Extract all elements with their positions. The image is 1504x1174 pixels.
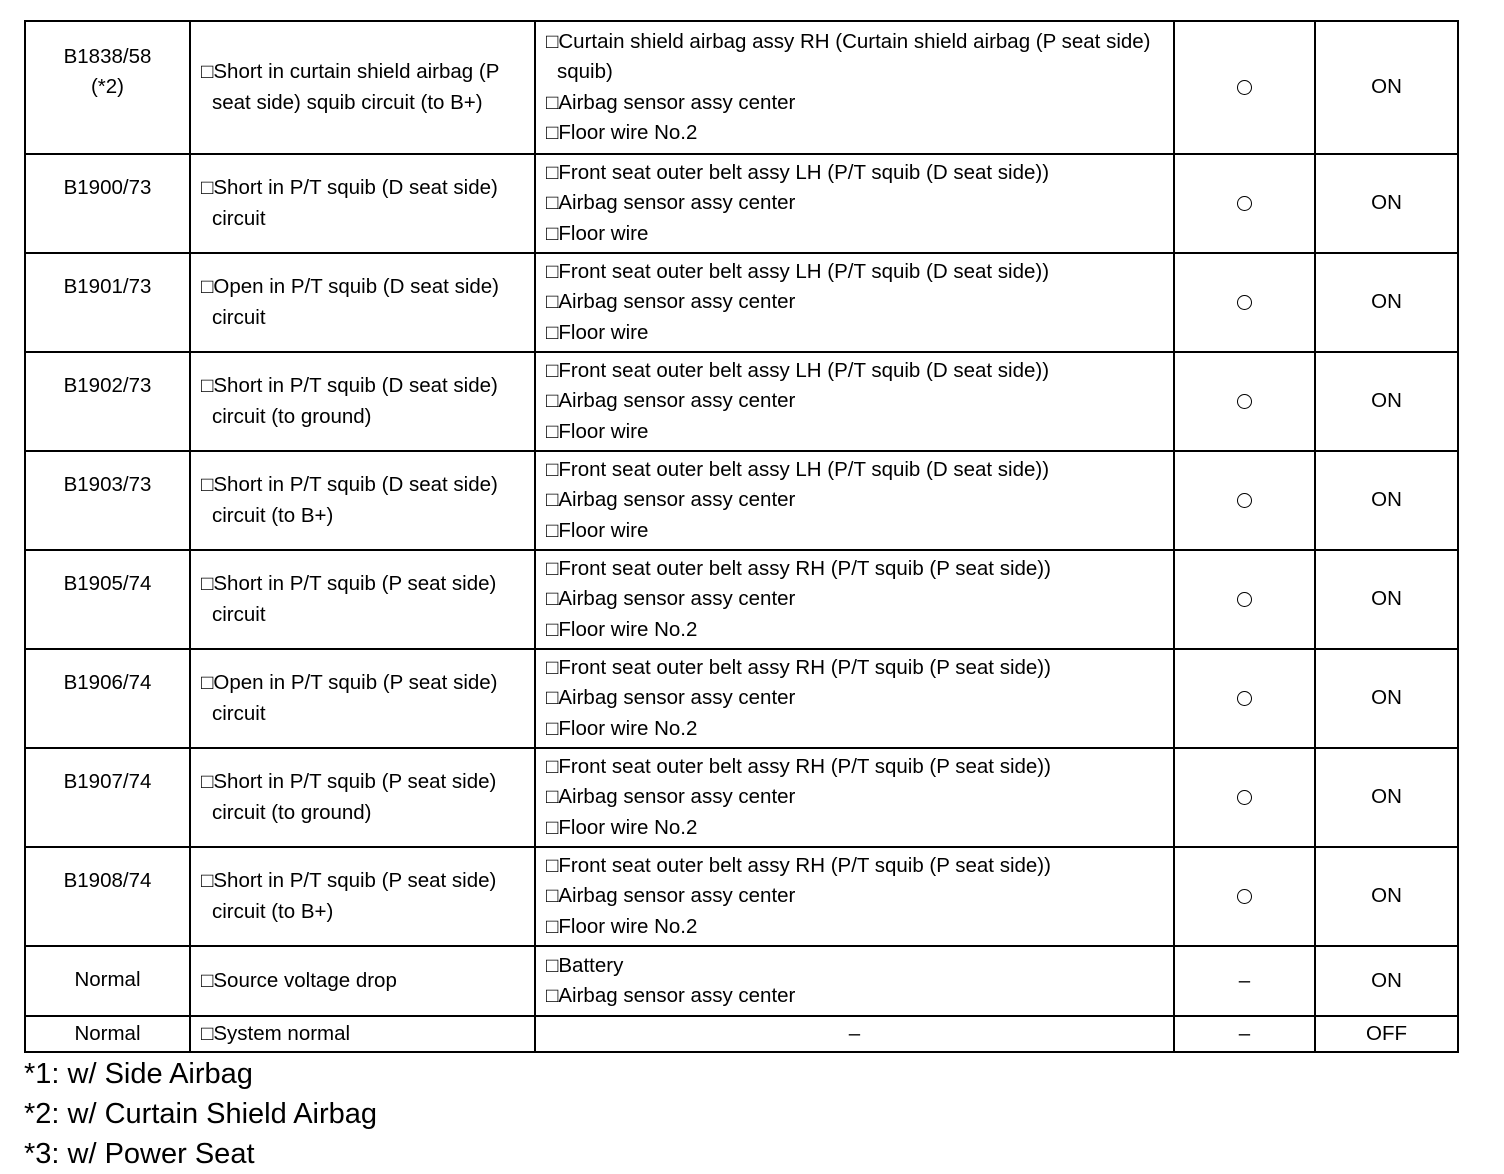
trouble-area-item: □Floor wire [546, 221, 649, 245]
dtc-code-cell [25, 451, 190, 550]
trouble-area-item: □Floor wire No.2 [546, 815, 698, 839]
warning-light-cell [1315, 1016, 1458, 1052]
dtc-code-cell [25, 946, 190, 1016]
circle-mark-icon [1237, 493, 1252, 508]
detection-item: □Short in P/T squib (D seat side) circuit (to ground) [201, 374, 498, 428]
table-row [25, 748, 1458, 847]
trouble-area-item: □Battery [546, 953, 624, 977]
warning-light-status: OFF [1366, 1021, 1407, 1045]
detection-item-cell [190, 946, 535, 1016]
detection-item: □Source voltage drop [201, 968, 397, 992]
dtc-table [24, 20, 1459, 1053]
dtc-code: Normal [74, 1022, 141, 1045]
circle-mark-icon [1237, 889, 1252, 904]
trouble-area-cell [535, 451, 1174, 550]
trouble-area-item: □Front seat outer belt assy RH (P/T squib (P seat side)) [546, 557, 1051, 581]
table-row [25, 550, 1458, 649]
warning-light-cell [1315, 451, 1458, 550]
dtc-code-cell [25, 21, 190, 154]
dtc-code-cell [25, 748, 190, 847]
warning-light-cell [1315, 21, 1458, 154]
dtc-code: Normal [74, 968, 141, 991]
dtc-code: B1905/74 [63, 572, 152, 595]
trouble-area-cell [535, 154, 1174, 253]
trouble-area-cell [535, 1016, 1174, 1052]
trouble-area-item: □Curtain shield airbag assy RH (Curtain shield airbag (P seat side) squib) [546, 30, 1151, 84]
table-row [25, 451, 1458, 550]
trouble-area-item: □Floor wire No.2 [546, 914, 698, 938]
trouble-area-cell [535, 253, 1174, 352]
table-row [25, 946, 1458, 1016]
trouble-area-item: □Airbag sensor assy center [546, 90, 796, 114]
dtc-code: B1902/73 [63, 374, 152, 397]
trouble-area-item: □Airbag sensor assy center [546, 389, 796, 413]
dtc-code: B1838/58 [63, 45, 152, 68]
trouble-area-item: □Airbag sensor assy center [546, 587, 796, 611]
detection-item-cell [190, 748, 535, 847]
trouble-area-item: □Floor wire No.2 [546, 120, 698, 144]
detection-item-cell [190, 451, 535, 550]
warning-light-status: ON [1371, 884, 1402, 908]
circle-mark-icon [1237, 790, 1252, 805]
warning-light-cell [1315, 253, 1458, 352]
dtc-code: B1908/74 [63, 869, 152, 892]
footnote: *2: w/ Curtain Shield Airbag [24, 1098, 378, 1130]
memory-mark-cell [1174, 649, 1315, 748]
footnote: *3: w/ Power Seat [24, 1138, 255, 1170]
memory-mark-cell [1174, 352, 1315, 451]
dtc-code-note: (*2) [90, 75, 125, 99]
warning-light-cell [1315, 649, 1458, 748]
table-row [25, 847, 1458, 946]
memory-mark-cell [1174, 946, 1315, 1016]
table-row [25, 253, 1458, 352]
dtc-code: B1906/74 [63, 671, 152, 694]
detection-item-cell [190, 847, 535, 946]
memory-mark-cell [1174, 154, 1315, 253]
trouble-area-cell [535, 21, 1174, 154]
dtc-code-cell [25, 253, 190, 352]
table-row [25, 649, 1458, 748]
warning-light-cell [1315, 748, 1458, 847]
table-row [25, 352, 1458, 451]
mark-dash: – [1238, 1021, 1251, 1045]
dtc-code-cell [25, 649, 190, 748]
trouble-area-item: □Floor wire No.2 [546, 617, 698, 641]
warning-light-status: ON [1371, 587, 1402, 611]
trouble-area-item: □Floor wire [546, 419, 649, 443]
detection-item: □Open in P/T squib (P seat side) circuit [201, 671, 498, 725]
dtc-code: B1900/73 [63, 176, 152, 199]
dtc-code: B1901/73 [63, 275, 152, 298]
warning-light-cell [1315, 946, 1458, 1016]
detection-item: □System normal [201, 1021, 351, 1045]
trouble-area-item: □Airbag sensor assy center [546, 290, 796, 314]
detection-item: □Short in P/T squib (D seat side) circuit [201, 176, 498, 230]
trouble-area-item: □Airbag sensor assy center [546, 984, 796, 1007]
dtc-code-cell [25, 154, 190, 253]
warning-light-status: ON [1371, 389, 1402, 413]
detection-item-cell [190, 649, 535, 748]
detection-item: □Short in curtain shield airbag (P seat side) squib circuit (to B+) [201, 60, 500, 114]
footnotes [24, 1054, 377, 1174]
circle-mark-icon [1237, 196, 1252, 211]
dtc-code-cell [25, 1016, 190, 1052]
table-row [25, 154, 1458, 253]
detection-item-cell [190, 352, 535, 451]
table-row [25, 21, 1458, 154]
warning-light-cell [1315, 352, 1458, 451]
warning-light-status: ON [1371, 968, 1402, 992]
detection-item-cell [190, 253, 535, 352]
dtc-code: B1903/73 [63, 473, 152, 496]
trouble-area-item: □Front seat outer belt assy LH (P/T squib (D seat side)) [546, 359, 1050, 383]
dtc-table-body [25, 21, 1458, 1052]
warning-light-cell [1315, 154, 1458, 253]
trouble-area-cell [535, 649, 1174, 748]
detection-item: □Short in P/T squib (P seat side) circuit (to B+) [201, 869, 497, 923]
trouble-area-item: □Front seat outer belt assy RH (P/T squib (P seat side)) [546, 755, 1051, 779]
trouble-area-cell [535, 946, 1174, 1016]
table-row [25, 1016, 1458, 1052]
trouble-area-cell [535, 847, 1174, 946]
trouble-area-item: □Airbag sensor assy center [546, 785, 796, 809]
trouble-area-item: □Floor wire No.2 [546, 716, 698, 740]
mark-dash: – [1238, 968, 1251, 992]
memory-mark-cell [1174, 253, 1315, 352]
warning-light-status: ON [1371, 75, 1402, 99]
memory-mark-cell [1174, 847, 1315, 946]
memory-mark-cell [1174, 748, 1315, 847]
dtc-code: B1907/74 [63, 770, 152, 793]
warning-light-cell [1315, 550, 1458, 649]
memory-mark-cell [1174, 451, 1315, 550]
warning-light-status: ON [1371, 290, 1402, 314]
trouble-area-dash: – [848, 1021, 861, 1045]
warning-light-cell [1315, 847, 1458, 946]
circle-mark-icon [1237, 295, 1252, 310]
detection-item: □Open in P/T squib (D seat side) circuit [201, 275, 500, 329]
trouble-area-item: □Front seat outer belt assy LH (P/T squib (D seat side)) [546, 161, 1050, 185]
trouble-area-item: □Front seat outer belt assy LH (P/T squib (D seat side)) [546, 260, 1050, 284]
detection-item-cell [190, 1016, 535, 1052]
dtc-code-cell [25, 847, 190, 946]
trouble-area-item: □Airbag sensor assy center [546, 488, 796, 512]
detection-item: □Short in P/T squib (P seat side) circuit [201, 572, 497, 626]
circle-mark-icon [1237, 691, 1252, 706]
trouble-area-item: □Airbag sensor assy center [546, 191, 796, 215]
trouble-area-cell [535, 748, 1174, 847]
detection-item-cell [190, 21, 535, 154]
trouble-area-item: □Floor wire [546, 518, 649, 542]
detection-item: □Short in P/T squib (D seat side) circuit (to B+) [201, 473, 498, 527]
detection-item-cell [190, 550, 535, 649]
warning-light-status: ON [1371, 488, 1402, 512]
trouble-area-item: □Floor wire [546, 320, 649, 344]
dtc-code-cell [25, 352, 190, 451]
trouble-area-item: □Airbag sensor assy center [546, 686, 796, 710]
detection-item: □Short in P/T squib (P seat side) circuit (to ground) [201, 770, 497, 824]
circle-mark-icon [1237, 80, 1252, 95]
memory-mark-cell [1174, 1016, 1315, 1052]
warning-light-status: ON [1371, 785, 1402, 809]
trouble-area-item: □Front seat outer belt assy RH (P/T squib (P seat side)) [546, 854, 1051, 878]
trouble-area-item: □Airbag sensor assy center [546, 884, 796, 908]
circle-mark-icon [1237, 394, 1252, 409]
trouble-area-item: □Front seat outer belt assy LH (P/T squib (D seat side)) [546, 458, 1050, 482]
trouble-area-cell [535, 352, 1174, 451]
memory-mark-cell [1174, 550, 1315, 649]
circle-mark-icon [1237, 592, 1252, 607]
trouble-area-cell [535, 550, 1174, 649]
footnote: *1: w/ Side Airbag [24, 1058, 253, 1090]
dtc-code-cell [25, 550, 190, 649]
trouble-area-item: □Front seat outer belt assy RH (P/T squib (P seat side)) [546, 656, 1051, 680]
warning-light-status: ON [1371, 191, 1402, 215]
warning-light-status: ON [1371, 686, 1402, 710]
detection-item-cell [190, 154, 535, 253]
memory-mark-cell [1174, 21, 1315, 154]
